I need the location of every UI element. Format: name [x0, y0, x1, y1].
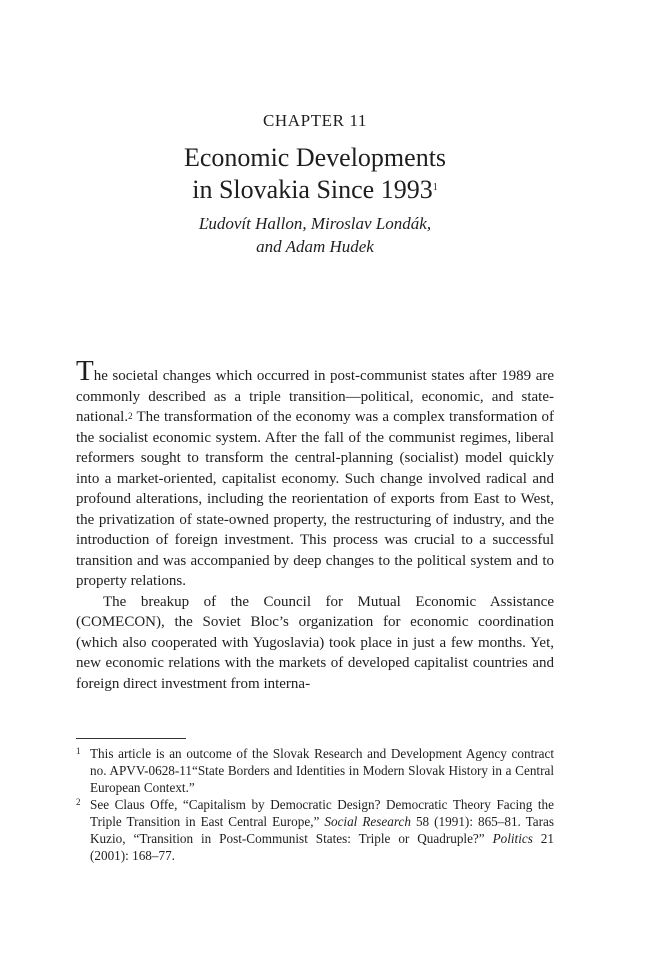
chapter-title: [0, 142, 630, 206]
chapter-title-line-2-text: in Slovakia Since 1993: [192, 175, 433, 204]
footnote-2-number: 2: [76, 797, 81, 807]
chapter-title-line-2: [0, 174, 630, 206]
footnote-marker-2: 2: [128, 411, 133, 421]
title-footnote-marker: 1: [432, 182, 438, 193]
chapter-authors: [0, 212, 630, 258]
footnote-2-journal-2: Politics: [492, 831, 533, 846]
footnote-2-journal-1: Social Research: [324, 814, 411, 829]
footnote-2-text-a: See Claus Offe, “Capitalism by Democratic Design? Democratic Theory Facing the Triple Transition in East Central Europe,”: [90, 797, 554, 829]
body-text: [76, 355, 554, 694]
paragraph-1: [76, 355, 554, 592]
footnote-divider: [76, 738, 186, 739]
chapter-title-line-1: Economic Developments: [183, 143, 447, 172]
paragraph-2: The breakup of the Council for Mutual Economic Assistance (COMECON), the Soviet Bloc’s organization for economic coordination (which also cooperated with Yugoslavia) took place in just a few months. Yet, new economic relations with the markets of developed capitalist countries and foreign direct investment from interna-: [76, 593, 554, 692]
footnote-2: [76, 796, 554, 864]
authors-line-2: and Adam Hudek: [256, 237, 374, 256]
footnote-1-number: 1: [76, 746, 81, 756]
footnote-1-text: This article is an outcome of the Slovak Research and Development Agency contract no. APVV-0628-11“State Borders and Identities in Modern Slovak History in a Central European Context.”: [90, 746, 554, 795]
drop-cap: T: [76, 355, 94, 387]
paragraph-1-text-a: he societal changes which occurred in post-communist states after 1989 are commonly described as a triple transition—political, economic, and state-national.: [76, 368, 554, 425]
paragraph-1-text-b: The transformation of the economy was a complex transformation of the socialist economic system. After the fall of the communist regimes, liberal reformers sought to transform the central-planning (socialist) model quickly into a market-oriented, capitalist economy. Such change involved radical and profound alterations, including the reorientation of exports from East to West, the privatization of state-owned property, the restructuring of industry, and the introduction of foreign investment. This process was crucial to a successful transition and was accompanied by deep changes to the political system and to property relations.: [76, 409, 554, 589]
footnote-1: [76, 745, 554, 796]
authors-line-1: Ľudovít Hallon, Miroslav Londák,: [198, 214, 432, 233]
footnote-2-text-c: 21 (2001): 168–77.: [90, 831, 554, 863]
footnote-2-text-b: 58 (1991): 865–81. Taras Kuzio, “Transition in Post-Communist States: Triple or Quadruple?”: [90, 814, 554, 846]
chapter-number: CHAPTER 11: [262, 111, 368, 130]
footnotes: [76, 745, 554, 864]
